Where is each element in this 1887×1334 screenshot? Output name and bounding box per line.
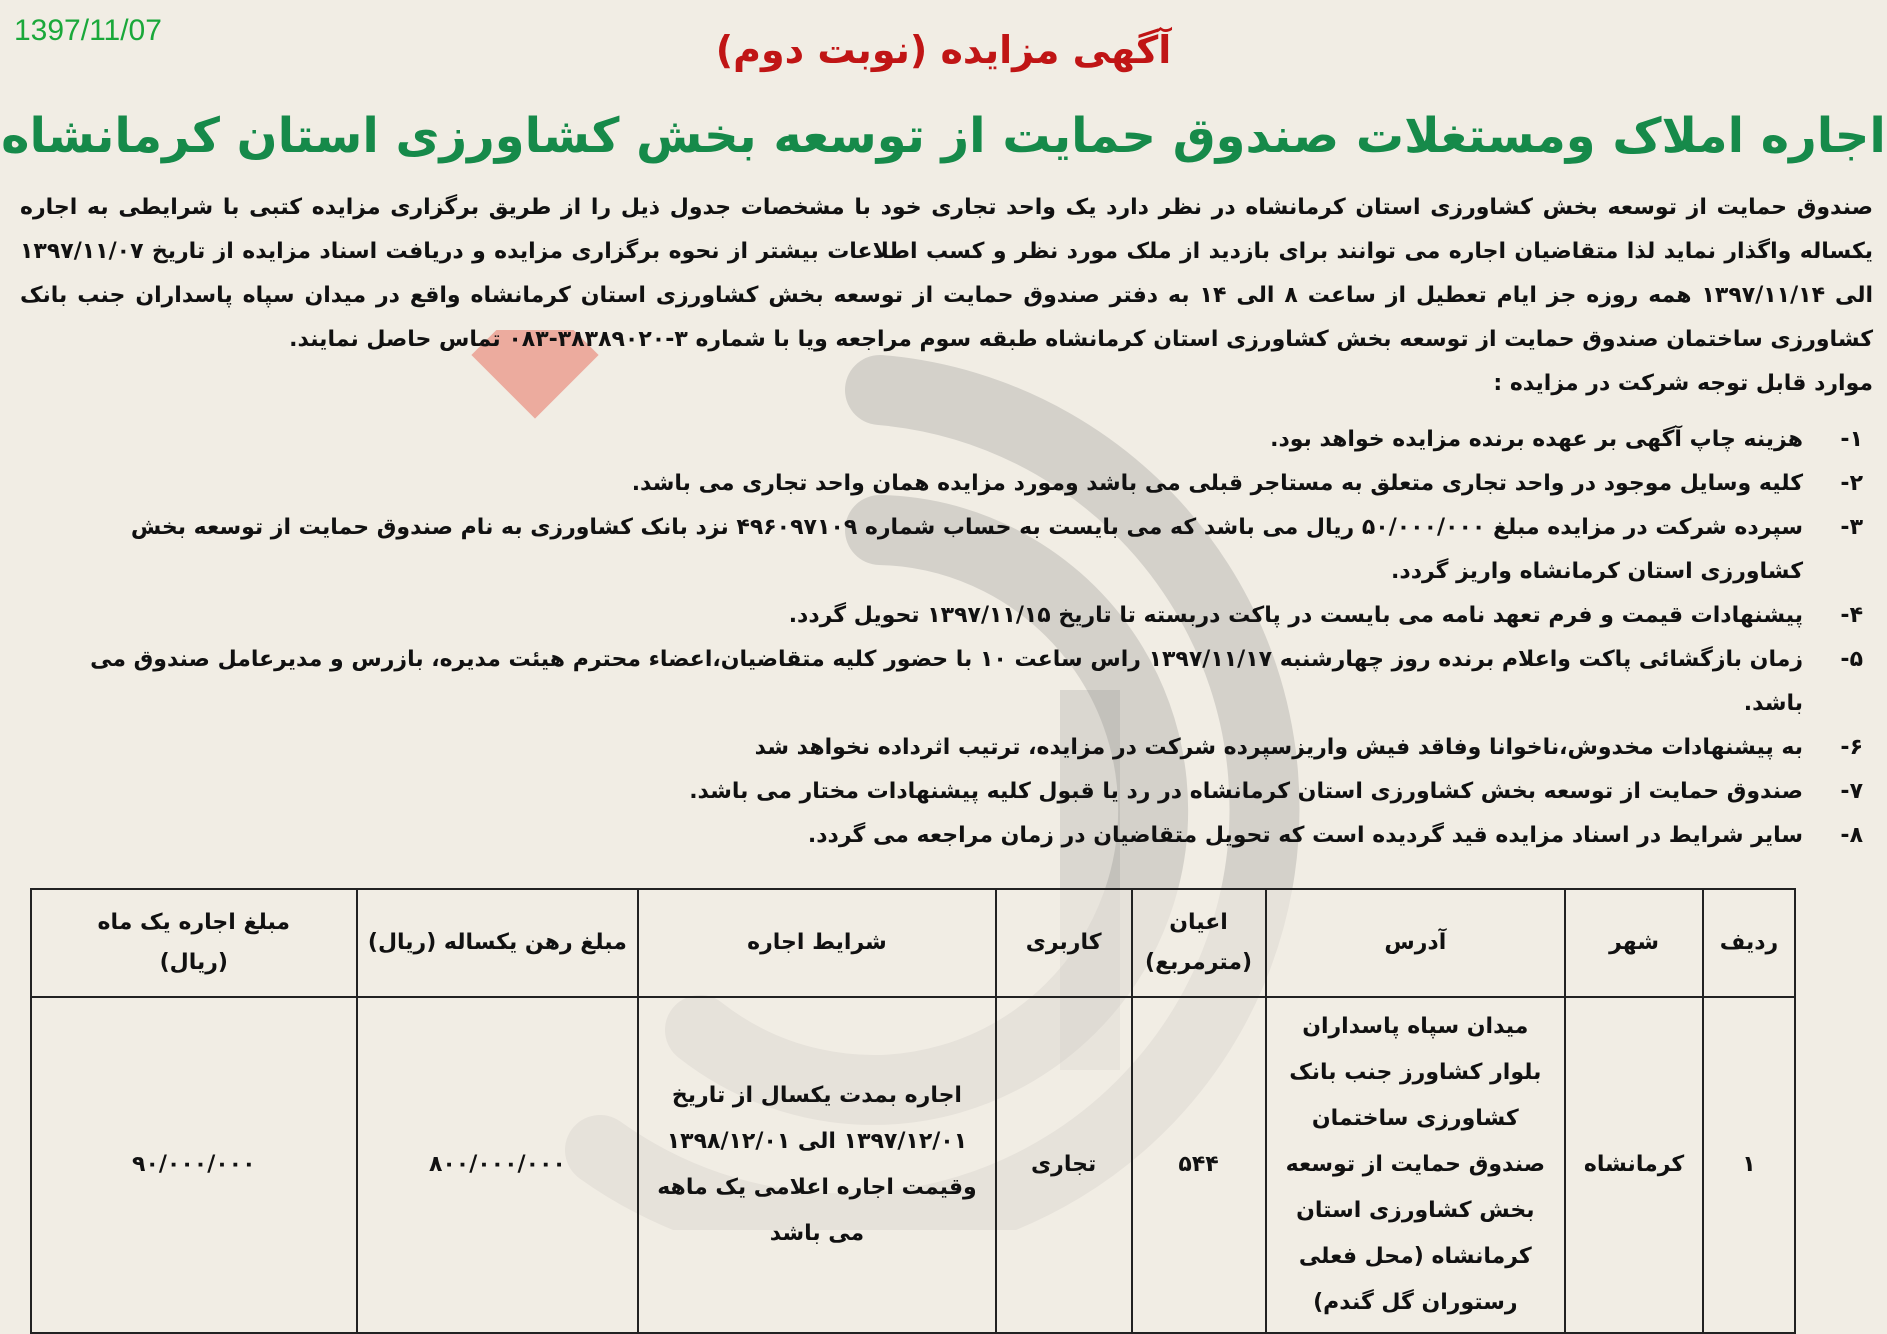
condition-item (30, 462, 1863, 506)
condition-item (30, 770, 1863, 814)
condition-item (30, 506, 1863, 594)
header-area-line2: (مترمربع) (1145, 950, 1253, 975)
header-row-no: ردیف (1703, 889, 1795, 997)
cell-area: ۵۴۴ (1132, 997, 1266, 1333)
condition-number: ۱- (1840, 427, 1863, 452)
condition-number: ۵- (1840, 647, 1863, 672)
conditions-heading: موارد قابل توجه شرکت در مزایده : (1493, 371, 1873, 396)
condition-number: ۸- (1840, 823, 1863, 848)
condition-item (30, 594, 1863, 638)
condition-text: سایر شرایط در اسناد مزایده قید گردیده است که تحویل متقاضیان در زمان مراجعه می گردد. (807, 823, 1803, 848)
conditions-list (30, 418, 1863, 858)
header-city: شهر (1565, 889, 1703, 997)
condition-text: زمان بازگشائی پاکت واعلام برنده روز چهارشنبه ۱۳۹۷/۱۱/۱۷ راس ساعت ۱۰ با حضور کلیه متقاضیان،اعضاء محترم هیئت مدیره، بازرس و مدیرعامل صندوق می باشد. (90, 647, 1803, 716)
condition-text: پیشنهادات قیمت و فرم تعهد نامه می بایست در پاکت دربسته تا تاریخ ۱۳۹۷/۱۱/۱۵ تحویل گردد. (788, 603, 1803, 628)
intro-section (20, 186, 1873, 406)
header-rent (31, 889, 357, 997)
condition-text: سپرده شرکت در مزایده مبلغ ۵۰/۰۰۰/۰۰۰ ریال می باشد که می بایست به حساب شماره ۴۹۶۰۹۷۱۰۹ نزد بانک کشاورزی به نام صندوق حمایت از توسعه بخش کشاورزی استان کرمانشاه واریز گردد. (130, 515, 1803, 584)
cell-address: میدان سپاه پاسداران بلوار کشاورز جنب بانک کشاورزی ساختمان صندوق حمایت از توسعه بخش کشاورزی استان کرمانشاه (محل فعلی رستوران گل گندم) (1266, 997, 1566, 1333)
condition-item (30, 726, 1863, 770)
header-area (1132, 889, 1266, 997)
condition-item (30, 814, 1863, 858)
cell-row-no: ۱ (1703, 997, 1795, 1333)
cell-deposit: ۸۰۰/۰۰۰/۰۰۰ (357, 997, 639, 1333)
condition-text: کلیه وسایل موجود در واحد تجاری متعلق به مستاجر قبلی می باشد ومورد مزایده همان واحد تجاری می باشد. (631, 471, 1803, 496)
cell-terms: اجاره بمدت یکسال از تاریخ ۱۳۹۷/۱۲/۰۱ الی ۱۳۹۸/۱۲/۰۱ وقیمت اجاره اعلامی یک ماهه می باشد (638, 997, 995, 1333)
condition-number: ۶- (1840, 735, 1863, 760)
header-rent-line2: (ریال) (159, 950, 228, 975)
header-terms: شرایط اجاره (638, 889, 995, 997)
condition-item (30, 418, 1863, 462)
header-usage: کاربری (996, 889, 1132, 997)
condition-text: صندوق حمایت از توسعه بخش کشاورزی استان کرمانشاه در رد یا قبول کلیه پیشنهادات مختار می باشد. (689, 779, 1803, 804)
condition-number: ۷- (1840, 779, 1863, 804)
table-row (31, 997, 1795, 1333)
table-header-row (31, 889, 1795, 997)
header-deposit: مبلغ رهن یکساله (ریال) (357, 889, 639, 997)
header-address: آدرس (1266, 889, 1566, 997)
condition-item (30, 638, 1863, 726)
header-area-line1: اعیان (1169, 910, 1228, 935)
ad-subtitle: آگهی مزایده (نوبت دوم) (715, 28, 1172, 72)
property-table (30, 888, 1796, 1334)
date-stamp: 1397/11/07 (14, 14, 162, 47)
cell-rent: ۹۰/۰۰۰/۰۰۰ (31, 997, 357, 1333)
cell-usage: تجاری (996, 997, 1132, 1333)
condition-number: ۴- (1840, 603, 1863, 628)
condition-text: هزینه چاپ آگهی بر عهده برنده مزایده خواهد بود. (1270, 427, 1803, 452)
condition-number: ۲- (1840, 471, 1863, 496)
condition-text: به پیشنهادات مخدوش،ناخوانا وفاقد فیش واریزسپرده شرکت در مزایده، ترتیب اثرداده نخواهد شد (754, 735, 1803, 760)
cell-city: کرمانشاه (1565, 997, 1703, 1333)
condition-number: ۳- (1840, 515, 1863, 540)
intro-paragraph: صندوق حمایت از توسعه بخش کشاورزی استان کرمانشاه در نظر دارد یک واحد تجاری خود با مشخصات جدول ذیل را از طریق برگزاری مزایده کتبی با شرایطی به اجاره یکساله واگذار نماید لذا متقاضیان اجاره می توانند برای بازدید از ملک مورد نظر و کسب اطلاعات بیشتر از نحوه برگزاری مزایده و دریافت اسناد مزایده از تاریخ ۱۳۹۷/۱۱/۰۷ الی ۱۳۹۷/۱۱/۱۴ همه روزه جز ایام تعطیل از ساعت ۸ الی ۱۴ به دفتر صندوق حمایت از توسعه بخش کشاورزی استان کرمانشاه واقع در میدان سپاه پاسداران جنب بانک کشاورزی ساختمان صندوق حمایت از توسعه بخش کشاورزی استان کرمانشاه طبقه سوم مراجعه ویا با شماره ۳-۳۸۳۸۹۰۲۰-۰۸۳ تماس حاصل نمایند. (20, 195, 1873, 352)
ad-title: اجاره املاک ومستغلات صندوق حمایت از توسعه بخش کشاورزی استان کرمانشاه (1, 108, 1886, 164)
header-rent-line1: مبلغ اجاره یک ماه (97, 910, 291, 935)
